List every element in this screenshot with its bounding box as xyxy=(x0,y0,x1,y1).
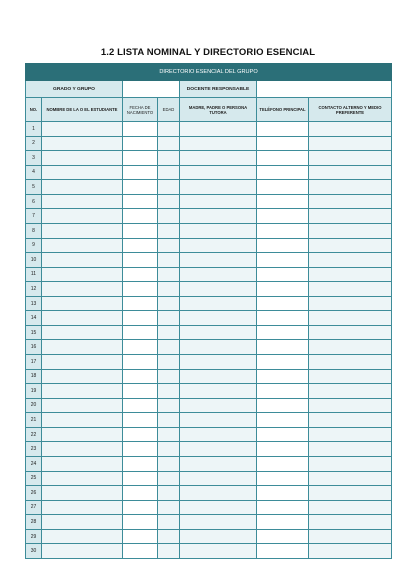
guardian-cell[interactable] xyxy=(180,369,257,384)
guardian-cell[interactable] xyxy=(180,355,257,370)
birth-date-cell[interactable] xyxy=(123,194,158,209)
grade-group-field[interactable] xyxy=(123,81,180,98)
table-row xyxy=(26,311,392,326)
guardian-cell[interactable] xyxy=(180,325,257,340)
phone-cell[interactable] xyxy=(257,471,309,486)
guardian-cell[interactable] xyxy=(180,311,257,326)
birth-date-cell[interactable] xyxy=(123,456,158,471)
guardian-cell[interactable] xyxy=(180,529,257,544)
alt-contact-cell[interactable] xyxy=(309,398,392,413)
student-name-cell[interactable] xyxy=(42,209,123,224)
guardian-cell[interactable] xyxy=(180,500,257,515)
row-number: 30 xyxy=(26,544,42,559)
age-cell[interactable] xyxy=(158,529,180,544)
col-header-age: EDAD xyxy=(158,98,180,122)
birth-date-cell[interactable] xyxy=(123,413,158,428)
student-name-cell[interactable] xyxy=(42,529,123,544)
student-name-cell[interactable] xyxy=(42,500,123,515)
guardian-cell[interactable] xyxy=(180,384,257,399)
col-header-name: NOMBRE DE LA O EL ESTUDIANTE xyxy=(42,98,123,122)
age-cell[interactable] xyxy=(158,180,180,195)
table-row xyxy=(26,471,392,486)
student-name-cell[interactable] xyxy=(42,515,123,530)
student-name-cell[interactable] xyxy=(42,296,123,311)
row-number: 3 xyxy=(26,151,42,166)
age-cell[interactable] xyxy=(158,471,180,486)
row-number: 23 xyxy=(26,442,42,457)
age-cell[interactable] xyxy=(158,296,180,311)
col-header-guardian: MADRE, PADRE O PERSONA TUTORA xyxy=(180,98,257,122)
table-row xyxy=(26,282,392,297)
birth-date-cell[interactable] xyxy=(123,486,158,501)
guardian-cell[interactable] xyxy=(180,296,257,311)
table-row xyxy=(26,340,392,355)
age-cell[interactable] xyxy=(158,442,180,457)
page-title: 1.2 LISTA NOMINAL Y DIRECTORIO ESENCIAL xyxy=(100,47,316,58)
student-name-cell[interactable] xyxy=(42,355,123,370)
guardian-cell[interactable] xyxy=(180,194,257,209)
alt-contact-cell[interactable] xyxy=(309,369,392,384)
alt-contact-cell[interactable] xyxy=(309,340,392,355)
row-number: 18 xyxy=(26,369,42,384)
student-name-cell[interactable] xyxy=(42,282,123,297)
student-name-cell[interactable] xyxy=(42,238,123,253)
alt-contact-cell[interactable] xyxy=(309,296,392,311)
student-name-cell[interactable] xyxy=(42,253,123,268)
phone-cell[interactable] xyxy=(257,369,309,384)
row-number: 9 xyxy=(26,238,42,253)
row-number: 2 xyxy=(26,136,42,151)
row-number: 1 xyxy=(26,122,42,137)
row-number: 20 xyxy=(26,398,42,413)
birth-date-cell[interactable] xyxy=(123,515,158,530)
row-number: 29 xyxy=(26,529,42,544)
phone-cell[interactable] xyxy=(257,282,309,297)
table-row xyxy=(26,486,392,501)
row-number: 27 xyxy=(26,500,42,515)
phone-cell[interactable] xyxy=(257,340,309,355)
col-header-phone: TELÉFONO PRINCIPAL xyxy=(257,98,309,122)
age-cell[interactable] xyxy=(158,355,180,370)
phone-cell[interactable] xyxy=(257,165,309,180)
table-row xyxy=(26,180,392,195)
row-number: 21 xyxy=(26,413,42,428)
phone-cell[interactable] xyxy=(257,296,309,311)
student-name-cell[interactable] xyxy=(42,442,123,457)
directory-band-row xyxy=(26,64,392,81)
phone-cell[interactable] xyxy=(257,427,309,442)
phone-cell[interactable] xyxy=(257,355,309,370)
table-row xyxy=(26,223,392,238)
guardian-cell[interactable] xyxy=(180,209,257,224)
student-name-cell[interactable] xyxy=(42,136,123,151)
table-row xyxy=(26,369,392,384)
phone-cell[interactable] xyxy=(257,500,309,515)
birth-date-cell[interactable] xyxy=(123,355,158,370)
phone-cell[interactable] xyxy=(257,515,309,530)
birth-date-cell[interactable] xyxy=(123,427,158,442)
age-cell[interactable] xyxy=(158,427,180,442)
row-number: 11 xyxy=(26,267,42,282)
row-number: 24 xyxy=(26,456,42,471)
guardian-cell[interactable] xyxy=(180,340,257,355)
table-row xyxy=(26,325,392,340)
age-cell[interactable] xyxy=(158,165,180,180)
alt-contact-cell[interactable] xyxy=(309,136,392,151)
phone-cell[interactable] xyxy=(257,267,309,282)
age-cell[interactable] xyxy=(158,282,180,297)
student-name-cell[interactable] xyxy=(42,413,123,428)
birth-date-cell[interactable] xyxy=(123,384,158,399)
birth-date-cell[interactable] xyxy=(123,296,158,311)
birth-date-cell[interactable] xyxy=(123,267,158,282)
birth-date-cell[interactable] xyxy=(123,180,158,195)
table-row xyxy=(26,529,392,544)
teacher-field[interactable] xyxy=(257,81,392,98)
table-row xyxy=(26,209,392,224)
student-name-cell[interactable] xyxy=(42,369,123,384)
guardian-cell[interactable] xyxy=(180,223,257,238)
table-row xyxy=(26,384,392,399)
table-row xyxy=(26,136,392,151)
col-header-birth: FECHA DE NACIMIENTO xyxy=(123,98,158,122)
age-cell[interactable] xyxy=(158,311,180,326)
alt-contact-cell[interactable] xyxy=(309,325,392,340)
row-number: 7 xyxy=(26,209,42,224)
student-name-cell[interactable] xyxy=(42,544,123,559)
student-name-cell[interactable] xyxy=(42,340,123,355)
phone-cell[interactable] xyxy=(257,442,309,457)
birth-date-cell[interactable] xyxy=(123,442,158,457)
student-directory-table xyxy=(25,63,392,559)
alt-contact-cell[interactable] xyxy=(309,544,392,559)
row-number: 17 xyxy=(26,355,42,370)
birth-date-cell[interactable] xyxy=(123,209,158,224)
age-cell[interactable] xyxy=(158,384,180,399)
phone-cell[interactable] xyxy=(257,209,309,224)
alt-contact-cell[interactable] xyxy=(309,355,392,370)
birth-date-cell[interactable] xyxy=(123,500,158,515)
table-row xyxy=(26,253,392,268)
student-name-cell[interactable] xyxy=(42,223,123,238)
phone-cell[interactable] xyxy=(257,194,309,209)
phone-cell[interactable] xyxy=(257,486,309,501)
row-number: 28 xyxy=(26,515,42,530)
table-row xyxy=(26,413,392,428)
guardian-cell[interactable] xyxy=(180,427,257,442)
alt-contact-cell[interactable] xyxy=(309,267,392,282)
birth-date-cell[interactable] xyxy=(123,122,158,137)
guardian-cell[interactable] xyxy=(180,398,257,413)
phone-cell[interactable] xyxy=(257,180,309,195)
guardian-cell[interactable] xyxy=(180,456,257,471)
table-row xyxy=(26,456,392,471)
alt-contact-cell[interactable] xyxy=(309,223,392,238)
birth-date-cell[interactable] xyxy=(123,311,158,326)
student-name-cell[interactable] xyxy=(42,471,123,486)
table-row xyxy=(26,500,392,515)
guardian-cell[interactable] xyxy=(180,471,257,486)
phone-cell[interactable] xyxy=(257,311,309,326)
alt-contact-cell[interactable] xyxy=(309,529,392,544)
group-info-row xyxy=(26,81,392,98)
student-name-cell[interactable] xyxy=(42,122,123,137)
age-cell[interactable] xyxy=(158,253,180,268)
age-cell[interactable] xyxy=(158,515,180,530)
table-row xyxy=(26,427,392,442)
birth-date-cell[interactable] xyxy=(123,238,158,253)
birth-date-cell[interactable] xyxy=(123,253,158,268)
student-name-cell[interactable] xyxy=(42,384,123,399)
table-row xyxy=(26,122,392,137)
age-cell[interactable] xyxy=(158,209,180,224)
table-row xyxy=(26,238,392,253)
student-name-cell[interactable] xyxy=(42,456,123,471)
student-name-cell[interactable] xyxy=(42,151,123,166)
guardian-cell[interactable] xyxy=(180,515,257,530)
alt-contact-cell[interactable] xyxy=(309,282,392,297)
alt-contact-cell[interactable] xyxy=(309,238,392,253)
alt-contact-cell[interactable] xyxy=(309,165,392,180)
phone-cell[interactable] xyxy=(257,122,309,137)
alt-contact-cell[interactable] xyxy=(309,413,392,428)
table-row xyxy=(26,194,392,209)
age-cell[interactable] xyxy=(158,340,180,355)
row-number: 6 xyxy=(26,194,42,209)
student-name-cell[interactable] xyxy=(42,267,123,282)
phone-cell[interactable] xyxy=(257,398,309,413)
phone-cell[interactable] xyxy=(257,456,309,471)
guardian-cell[interactable] xyxy=(180,122,257,137)
alt-contact-cell[interactable] xyxy=(309,486,392,501)
birth-date-cell[interactable] xyxy=(123,398,158,413)
row-number: 8 xyxy=(26,223,42,238)
directory-band-title: DIRECTORIO ESENCIAL DEL GRUPO xyxy=(26,64,392,81)
age-cell[interactable] xyxy=(158,267,180,282)
row-number: 16 xyxy=(26,340,42,355)
col-header-alt-contact: CONTACTO ALTERNO Y MEDIO PREFERENTE xyxy=(309,98,392,122)
student-name-cell[interactable] xyxy=(42,486,123,501)
phone-cell[interactable] xyxy=(257,529,309,544)
guardian-cell[interactable] xyxy=(180,253,257,268)
row-number: 5 xyxy=(26,180,42,195)
guardian-cell[interactable] xyxy=(180,282,257,297)
row-number: 15 xyxy=(26,325,42,340)
birth-date-cell[interactable] xyxy=(123,136,158,151)
phone-cell[interactable] xyxy=(257,325,309,340)
guardian-cell[interactable] xyxy=(180,180,257,195)
table-row xyxy=(26,442,392,457)
birth-date-cell[interactable] xyxy=(123,165,158,180)
guardian-cell[interactable] xyxy=(180,544,257,559)
row-number: 4 xyxy=(26,165,42,180)
guardian-cell[interactable] xyxy=(180,238,257,253)
grade-group-label: GRADO Y GRUPO xyxy=(26,81,123,98)
birth-date-cell[interactable] xyxy=(123,282,158,297)
row-number: 26 xyxy=(26,486,42,501)
table-row xyxy=(26,296,392,311)
row-number: 19 xyxy=(26,384,42,399)
row-number: 13 xyxy=(26,296,42,311)
age-cell[interactable] xyxy=(158,325,180,340)
col-header-no: NO. xyxy=(26,98,42,122)
birth-date-cell[interactable] xyxy=(123,369,158,384)
student-name-cell[interactable] xyxy=(42,165,123,180)
table-row xyxy=(26,398,392,413)
birth-date-cell[interactable] xyxy=(123,340,158,355)
alt-contact-cell[interactable] xyxy=(309,151,392,166)
guardian-cell[interactable] xyxy=(180,413,257,428)
age-cell[interactable] xyxy=(158,398,180,413)
guardian-cell[interactable] xyxy=(180,151,257,166)
student-name-cell[interactable] xyxy=(42,311,123,326)
table-row xyxy=(26,267,392,282)
age-cell[interactable] xyxy=(158,122,180,137)
phone-cell[interactable] xyxy=(257,223,309,238)
alt-contact-cell[interactable] xyxy=(309,311,392,326)
column-header-row xyxy=(26,98,392,122)
student-name-cell[interactable] xyxy=(42,325,123,340)
phone-cell[interactable] xyxy=(257,413,309,428)
alt-contact-cell[interactable] xyxy=(309,471,392,486)
teacher-label: DOCENTE RESPONSABLE xyxy=(180,81,257,98)
age-cell[interactable] xyxy=(158,500,180,515)
table-row xyxy=(26,544,392,559)
birth-date-cell[interactable] xyxy=(123,151,158,166)
student-name-cell[interactable] xyxy=(42,180,123,195)
phone-cell[interactable] xyxy=(257,238,309,253)
phone-cell[interactable] xyxy=(257,544,309,559)
alt-contact-cell[interactable] xyxy=(309,442,392,457)
birth-date-cell[interactable] xyxy=(123,471,158,486)
phone-cell[interactable] xyxy=(257,253,309,268)
birth-date-cell[interactable] xyxy=(123,529,158,544)
phone-cell[interactable] xyxy=(257,384,309,399)
age-cell[interactable] xyxy=(158,413,180,428)
age-cell[interactable] xyxy=(158,136,180,151)
age-cell[interactable] xyxy=(158,544,180,559)
age-cell[interactable] xyxy=(158,223,180,238)
alt-contact-cell[interactable] xyxy=(309,180,392,195)
row-number: 12 xyxy=(26,282,42,297)
alt-contact-cell[interactable] xyxy=(309,209,392,224)
alt-contact-cell[interactable] xyxy=(309,427,392,442)
alt-contact-cell[interactable] xyxy=(309,384,392,399)
age-cell[interactable] xyxy=(158,151,180,166)
age-cell[interactable] xyxy=(158,456,180,471)
age-cell[interactable] xyxy=(158,486,180,501)
age-cell[interactable] xyxy=(158,369,180,384)
table-row xyxy=(26,515,392,530)
student-name-cell[interactable] xyxy=(42,398,123,413)
phone-cell[interactable] xyxy=(257,136,309,151)
age-cell[interactable] xyxy=(158,194,180,209)
phone-cell[interactable] xyxy=(257,151,309,166)
guardian-cell[interactable] xyxy=(180,267,257,282)
row-number: 22 xyxy=(26,427,42,442)
alt-contact-cell[interactable] xyxy=(309,515,392,530)
alt-contact-cell[interactable] xyxy=(309,456,392,471)
guardian-cell[interactable] xyxy=(180,486,257,501)
age-cell[interactable] xyxy=(158,238,180,253)
guardian-cell[interactable] xyxy=(180,165,257,180)
table-row xyxy=(26,165,392,180)
row-number: 10 xyxy=(26,253,42,268)
guardian-cell[interactable] xyxy=(180,136,257,151)
alt-contact-cell[interactable] xyxy=(309,253,392,268)
alt-contact-cell[interactable] xyxy=(309,500,392,515)
birth-date-cell[interactable] xyxy=(123,325,158,340)
alt-contact-cell[interactable] xyxy=(309,194,392,209)
student-name-cell[interactable] xyxy=(42,427,123,442)
alt-contact-cell[interactable] xyxy=(309,122,392,137)
birth-date-cell[interactable] xyxy=(123,223,158,238)
row-number: 25 xyxy=(26,471,42,486)
guardian-cell[interactable] xyxy=(180,442,257,457)
table-row xyxy=(26,151,392,166)
table-row xyxy=(26,355,392,370)
row-number: 14 xyxy=(26,311,42,326)
birth-date-cell[interactable] xyxy=(123,544,158,559)
student-name-cell[interactable] xyxy=(42,194,123,209)
